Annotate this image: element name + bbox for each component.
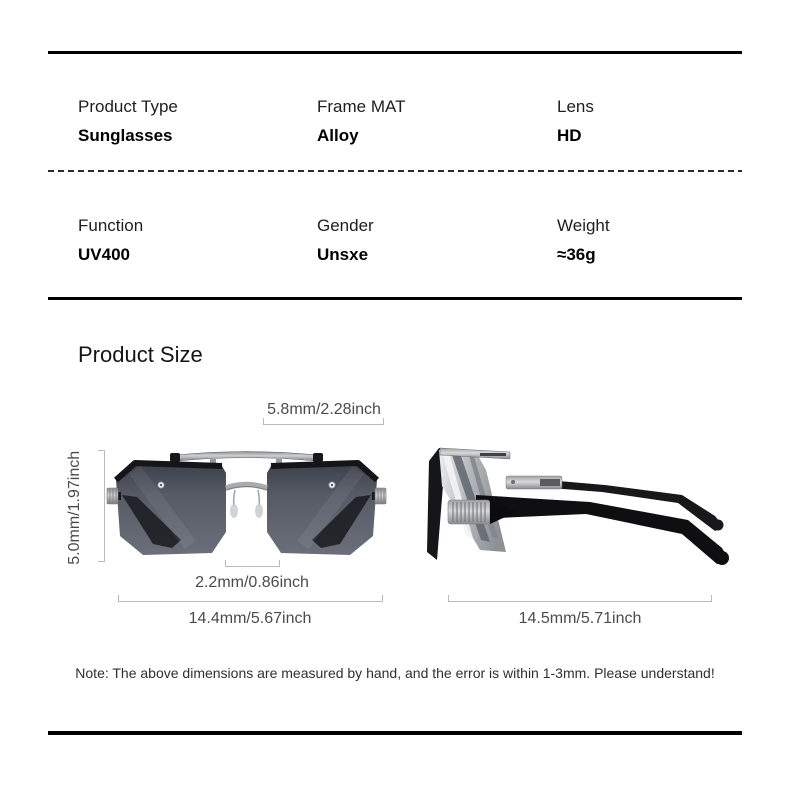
measure-bracket-top-bar [263,424,384,425]
spec-label: Function [78,216,144,235]
spec-value: Alloy [317,126,359,145]
spec-value: UV400 [78,245,130,264]
measure-bracket-bridge [225,566,280,567]
sunglasses-side-image [420,440,735,572]
measure-bracket-temple-length [448,601,712,602]
measure-bridge-width: 2.2mm/0.86inch [195,574,309,591]
middle-rule [48,297,742,300]
spec-value: HD [557,126,582,145]
sunglasses-front-image [95,440,395,572]
spec-lens [557,98,594,144]
bottom-rule [48,731,742,735]
spec-product-type [78,98,178,144]
dashed-divider [48,170,742,172]
top-rule [48,51,742,54]
spec-value: Sunglasses [78,126,173,145]
spec-label: Frame MAT [317,97,406,116]
spec-weight [557,217,610,263]
measure-frame-width: 14.4mm/5.67inch [188,610,312,627]
dimension-note: Note: The above dimensions are measured by hand, and the error is within 1-3mm. Please understand! [75,665,715,681]
spec-value: Unsxe [317,245,369,264]
spec-frame-material [317,98,405,144]
measure-bracket-frame-width [118,601,383,602]
measure-bracket-lens-height [104,450,105,562]
spec-gender [317,217,374,263]
measure-lens-height: 5.0mm/1.97inch [66,450,84,565]
spec-label: Weight [557,216,610,235]
spec-label: Gender [317,216,374,235]
measure-top-bar-width: 5.8mm/2.28inch [267,401,381,418]
spec-function [78,217,143,263]
measure-temple-length: 14.5mm/5.71inch [518,610,642,627]
spec-label: Lens [557,97,594,116]
product-size-title: Product Size [78,342,203,367]
spec-label: Product Type [78,97,178,116]
spec-value: ≈36g [557,245,596,264]
